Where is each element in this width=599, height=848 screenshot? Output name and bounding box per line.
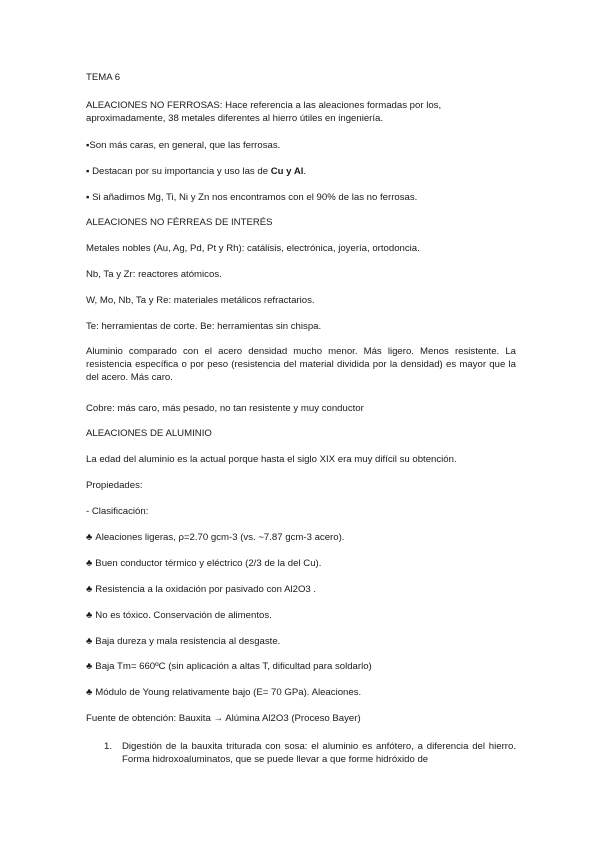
line-edad-aluminio: La edad del aluminio es la actual porque hasta el siglo XIX era muy difícil su obtención. (86, 454, 457, 465)
line-te-be: Te: herramientas de corte. Be: herramientas sin chispa. (86, 321, 322, 332)
bullet-caras: ▪Son más caras, en general, que las ferrosas. (86, 140, 281, 151)
step-text: Digestión de la bauxita triturada con sosa: el aluminio es anfótero, a diferencia del hierro. Forma hidroxoaluminatos, que se puede llevar a que forme hidróxido de (122, 741, 516, 765)
line-nb-ta-zr: Nb, Ta y Zr: reactores atómicos. (86, 269, 222, 280)
property-item (86, 686, 516, 699)
intro-paragraph (86, 99, 516, 125)
club-icon: ♣ (86, 532, 93, 543)
property-text: No es tóxico. Conservación de alimentos. (95, 610, 272, 621)
property-text: Módulo de Young relativamente bajo (E= 70 GPa). Aleaciones. (95, 687, 362, 698)
line-cobre: Cobre: más caro, más pesado, no tan resistente y muy conductor (86, 403, 364, 414)
club-icon: ♣ (86, 610, 93, 621)
section-title-no-ferreas: ALEACIONES NO FÉRREAS DE INTERÉS (86, 217, 273, 228)
section-title-aluminio: ALEACIONES DE ALUMINIO (86, 428, 212, 439)
property-item (86, 609, 516, 622)
property-item (86, 635, 516, 648)
club-icon: ♣ (86, 661, 93, 672)
step-number: 1. (104, 741, 113, 752)
property-item (86, 660, 516, 673)
line-propiedades: Propiedades: (86, 480, 143, 491)
property-text: Baja dureza y mala resistencia al desgaste. (95, 636, 281, 647)
line-clasificacion: - Clasificación: (86, 506, 149, 517)
property-item (86, 583, 516, 596)
property-text: Baja Tm= 660ºC (sin aplicación a altas T, dificultad para soldarlo) (95, 661, 372, 672)
bullet-destacan (86, 165, 516, 178)
doc-title: TEMA 6 (86, 72, 121, 83)
bullet-destacan-pre: ▪ Destacan por su importancia y uso las de (86, 166, 271, 177)
line-metales-nobles: Metales nobles (Au, Ag, Pd, Pt y Rh): catálisis, electrónica, joyería, ortodoncia. (86, 243, 420, 254)
property-item (86, 557, 516, 570)
bullet-anadimos: ▪ Si añadimos Mg, Ti, Ni y Zn nos encontramos con el 90% de las no ferrosas. (86, 192, 418, 203)
intro-text: Hace referencia a las aleaciones formadas por los, aproximadamente, 38 metales diferentes al hierro útiles en ingeniería. (86, 100, 442, 124)
property-text: Aleaciones ligeras, ρ=2.70 gcm-3 (vs. ~7.87 gcm-3 acero). (95, 532, 345, 543)
property-item (86, 531, 516, 544)
club-icon: ♣ (86, 558, 93, 569)
bullet-destacan-post: . (303, 166, 307, 177)
club-icon: ♣ (86, 636, 93, 647)
line-refractarios: W, Mo, Nb, Ta y Re: materiales metálicos refractarios. (86, 295, 315, 306)
club-icon: ♣ (86, 687, 93, 698)
intro-heading: ALEACIONES NO FERROSAS: (86, 100, 223, 111)
paragraph-aluminio-vs-acero: Aluminio comparado con el acero densidad mucho menor. Más ligero. Menos resistente. La resistencia específica o por peso (resistencia del material dividida por la densidad) es mayor que la del acero. Más caro. (86, 346, 516, 383)
club-icon: ♣ (86, 584, 93, 595)
bullet-destacan-bold: Cu y Al (270, 166, 304, 177)
property-text: Resistencia a la oxidación por pasivado con Al2O3 . (95, 584, 317, 595)
property-text: Buen conductor térmico y eléctrico (2/3 de la del Cu). (95, 558, 322, 569)
line-fuente-obtencion: Fuente de obtención: Bauxita → Alúmina Al2O3 (Proceso Bayer) (86, 713, 361, 724)
